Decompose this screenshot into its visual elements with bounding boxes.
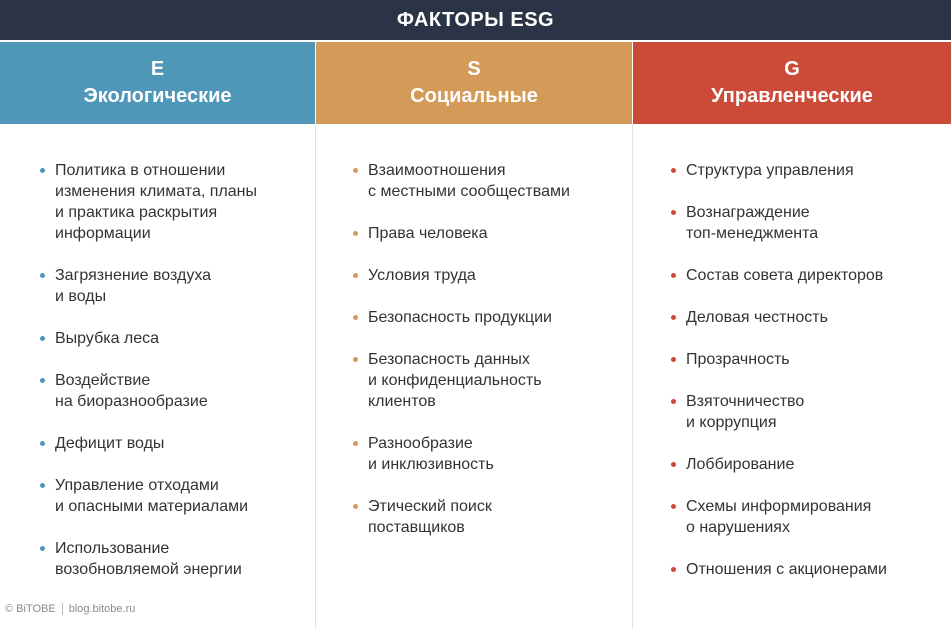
bullet-icon	[353, 273, 358, 278]
item-list	[0, 124, 315, 580]
list-item-text: Дефицит воды	[55, 435, 165, 452]
list-item-text: Взаимоотношения с местными сообществами	[368, 162, 570, 200]
bullet-icon	[671, 315, 676, 320]
column-name: Социальные	[410, 85, 538, 107]
list-item	[368, 223, 632, 244]
column-letter: G	[784, 58, 800, 80]
column-social	[316, 42, 632, 629]
bullet-icon	[671, 567, 676, 572]
list-item	[368, 265, 632, 286]
list-item	[686, 391, 951, 433]
bullet-icon	[671, 399, 676, 404]
list-item-text: Схемы информирования о нарушениях	[686, 498, 872, 536]
list-item	[368, 349, 632, 412]
list-item	[686, 307, 951, 328]
list-item	[368, 433, 632, 475]
footer-divider	[62, 603, 63, 615]
column-header-social	[316, 42, 632, 124]
column-letter: E	[150, 58, 165, 80]
list-item-text: Прозрачность	[686, 351, 790, 368]
column-letter: S	[467, 58, 481, 80]
bullet-icon	[353, 504, 358, 509]
bullet-icon	[40, 441, 45, 446]
list-item	[686, 496, 951, 538]
column-environmental	[0, 42, 315, 629]
list-item	[55, 160, 315, 244]
list-item-text: Взяточничество и коррупция	[686, 393, 805, 431]
diagram-title: ФАКТОРЫ ESG	[396, 8, 555, 31]
list-item-text: Разнообразие и инклюзивность	[368, 435, 494, 473]
list-item-text: Управление отходами и опасными материалами	[55, 477, 249, 515]
list-item	[686, 454, 951, 475]
bullet-icon	[671, 168, 676, 173]
bullet-icon	[353, 441, 358, 446]
bullet-icon	[353, 315, 358, 320]
list-item-text: Структура управления	[686, 162, 854, 179]
bullet-icon	[353, 231, 358, 236]
footer-brand: © BiTOBE	[5, 603, 56, 615]
footer-url: blog.bitobe.ru	[68, 603, 136, 615]
list-item-text: Вознаграждение топ-менеджмента	[686, 204, 819, 242]
list-item-text: Использование возобновляемой энергии	[55, 540, 242, 578]
column-name: Управленческие	[711, 85, 873, 107]
list-item-text: Безопасность продукции	[368, 309, 552, 326]
list-item-text: Права человека	[368, 225, 488, 242]
bullet-icon	[40, 168, 45, 173]
list-item	[368, 496, 632, 538]
bullet-icon	[671, 462, 676, 467]
list-item	[686, 265, 951, 286]
bullet-icon	[40, 273, 45, 278]
list-item	[368, 160, 632, 202]
bullet-icon	[671, 210, 676, 215]
list-item-text: Загрязнение воздуха и воды	[55, 267, 212, 305]
list-item	[686, 349, 951, 370]
list-item-text: Отношения с акционерами	[686, 561, 887, 578]
list-item-text: Политика в отношении изменения климата, планы и практика раскрытия информации	[55, 162, 257, 242]
list-item-text: Этический поиск поставщиков	[368, 498, 492, 536]
column-divider	[315, 124, 316, 629]
bullet-icon	[671, 357, 676, 362]
column-header-governance	[633, 42, 951, 124]
list-item-text: Безопасность данных и конфиденциальность клиентов	[368, 351, 542, 410]
bullet-icon	[671, 504, 676, 509]
list-item	[55, 475, 315, 517]
list-item-text: Вырубка леса	[55, 330, 160, 347]
list-item-text: Воздействие на биоразнообразие	[55, 372, 208, 410]
list-item-text: Условия труда	[368, 267, 476, 284]
list-item-text: Деловая честность	[686, 309, 828, 326]
bullet-icon	[353, 168, 358, 173]
list-item	[686, 202, 951, 244]
column-governance	[633, 42, 951, 629]
title-bar	[0, 0, 951, 42]
list-item	[686, 559, 951, 580]
bullet-icon	[40, 378, 45, 383]
list-item	[55, 538, 315, 580]
item-list	[316, 124, 632, 538]
list-item	[55, 433, 315, 454]
column-name: Экологические	[83, 85, 232, 107]
bullet-icon	[40, 483, 45, 488]
column-divider	[632, 124, 633, 629]
list-item-text: Лоббирование	[686, 456, 795, 473]
list-item	[55, 370, 315, 412]
bullet-icon	[671, 273, 676, 278]
list-item-text: Состав совета директоров	[686, 267, 884, 284]
column-header-environmental	[0, 42, 315, 124]
list-item	[55, 265, 315, 307]
item-list	[633, 124, 951, 580]
list-item	[368, 307, 632, 328]
list-item	[686, 160, 951, 181]
footer	[5, 603, 135, 615]
bullet-icon	[353, 357, 358, 362]
bullet-icon	[40, 336, 45, 341]
list-item	[55, 328, 315, 349]
bullet-icon	[40, 546, 45, 551]
